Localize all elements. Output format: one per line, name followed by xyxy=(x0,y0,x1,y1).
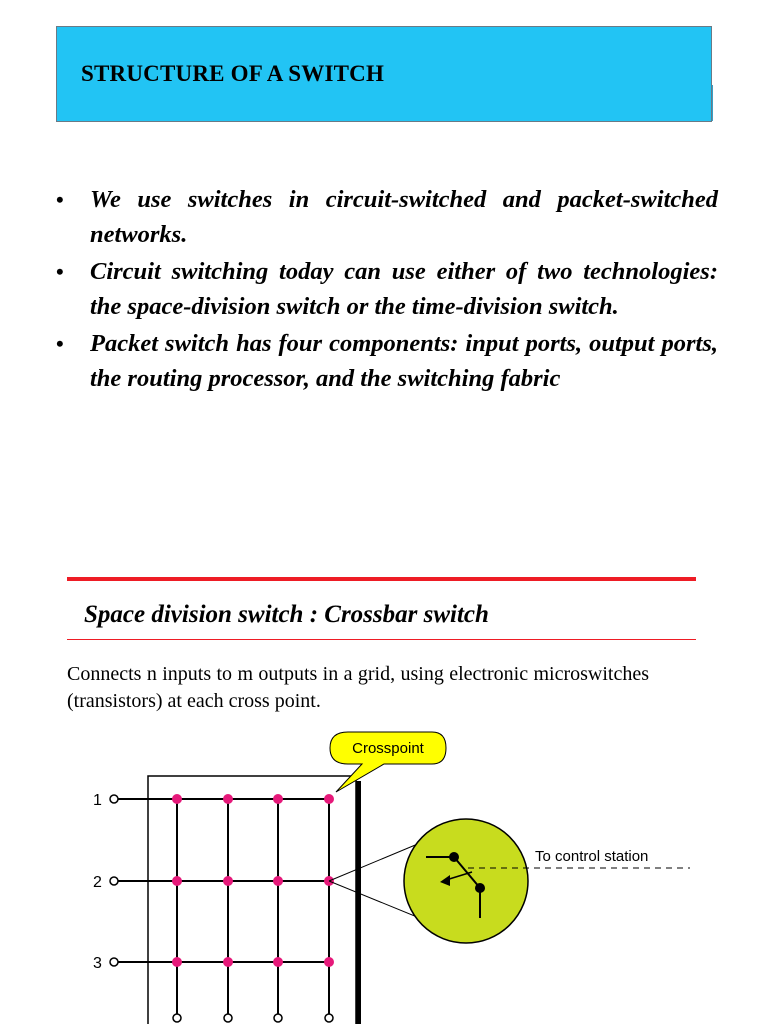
control-station-label: To control station xyxy=(535,848,649,865)
crosspoint-dot xyxy=(273,957,283,967)
bullet-icon: • xyxy=(56,259,64,284)
crosspoint-dot xyxy=(273,794,283,804)
section-underline xyxy=(67,639,696,640)
bullet-text: We use switches in circuit-switched and packet-switched networks. xyxy=(90,186,718,248)
input-label-2: 2 xyxy=(93,874,102,891)
crosspoint-dot xyxy=(223,876,233,886)
crosspoint-dot xyxy=(324,957,334,967)
bullet-item xyxy=(56,182,718,252)
input-terminals xyxy=(110,795,118,966)
input-terminal xyxy=(110,877,118,885)
bullet-text: Packet switch has four components: input ports, output ports, the routing processor, and the switching fabric xyxy=(90,330,718,392)
input-label-3: 3 xyxy=(93,955,102,972)
crosspoint-dot xyxy=(324,794,334,804)
output-terminal xyxy=(173,1014,181,1022)
bullet-icon: • xyxy=(56,331,64,356)
crosspoint-dot xyxy=(223,957,233,967)
crosspoint-dot xyxy=(172,876,182,886)
section-description: Connects n inputs to m outputs in a grid, using electronic microswitches (transistors) at each cross point. xyxy=(67,663,649,712)
bullet-icon: • xyxy=(56,187,64,212)
bullet-item xyxy=(56,326,718,396)
output-terminal xyxy=(224,1014,232,1022)
input-terminal xyxy=(110,958,118,966)
bullet-item xyxy=(56,254,718,324)
crosspoint-dot xyxy=(273,876,283,886)
section-title: Space division switch : Crossbar switch xyxy=(84,601,489,628)
bullet-list xyxy=(56,182,718,398)
title-banner xyxy=(56,26,712,122)
microswitch-magnifier xyxy=(404,819,528,943)
input-terminal xyxy=(110,795,118,803)
page-title: STRUCTURE OF A SWITCH xyxy=(81,61,385,86)
output-terminal xyxy=(274,1014,282,1022)
crosspoint-callout-label: Crosspoint xyxy=(352,740,424,757)
crosspoint-dot xyxy=(172,957,182,967)
output-terminal xyxy=(325,1014,333,1022)
bullet-text: Circuit switching today can use either of two technologies: the space-division switch or the time-division switch. xyxy=(90,258,718,320)
switch-frame xyxy=(148,776,356,1024)
crossbar-diagram xyxy=(0,720,768,1024)
title-divider xyxy=(712,85,713,121)
section-divider xyxy=(67,577,696,581)
input-label-1: 1 xyxy=(93,792,102,809)
crosspoint-dot xyxy=(223,794,233,804)
crosspoint-dot xyxy=(172,794,182,804)
